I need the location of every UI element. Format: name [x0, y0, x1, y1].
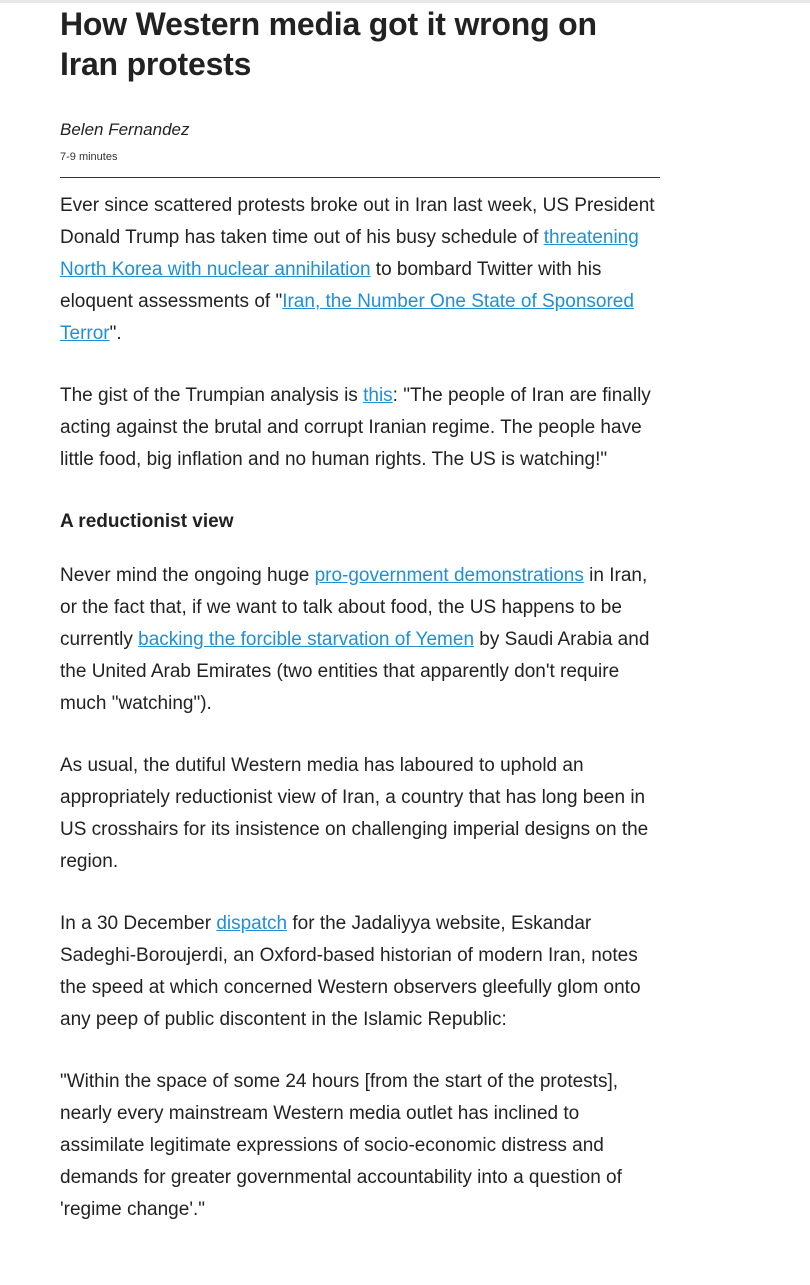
link-north-korea[interactable]: threatening North Korea with nuclear annihilation — [60, 227, 639, 280]
link-pro-government-demonstrations[interactable]: pro-government demonstrations — [314, 565, 584, 586]
paragraph-text: Ever since scattered protests broke out in Iran last week, US President Donald Trump has taken time out of his busy schedule of — [60, 195, 655, 248]
paragraph-text: ". — [109, 323, 122, 344]
header-divider — [60, 177, 660, 178]
paragraph-text: in Iran, or the fact that, if we want to talk about food, the US happens to be currently — [60, 565, 648, 650]
link-this[interactable]: this — [363, 385, 393, 406]
paragraph-1 — [60, 190, 660, 350]
link-dispatch[interactable]: dispatch — [216, 913, 288, 934]
author-byline: Belen Fernandez — [60, 120, 190, 139]
link-yemen-starvation[interactable]: backing the forcible starvation of Yemen — [138, 629, 475, 650]
reading-time: 7-9 minutes — [60, 151, 118, 163]
subheading: A reductionist view — [60, 511, 234, 532]
paragraph-text: by Saudi Arabia and the United Arab Emirates (two entities that apparently don't require much "watching"). — [60, 629, 650, 714]
paragraph-6-quote — [60, 1066, 660, 1226]
paragraph-text: : "The people of Iran are finally acting against the brutal and corrupt Iranian regime. The people have little food, big inflation and no human rights. The US is watching!" — [60, 385, 651, 470]
paragraph-3 — [60, 560, 660, 720]
article-title: How Western media got it wrong on Iran protests — [60, 6, 597, 82]
link-iran-terror[interactable]: Iran, the Number One State of Sponsored Terror — [60, 291, 634, 344]
paragraph-text: The gist of the Trumpian analysis is — [60, 385, 364, 406]
paragraph-text: for the Jadaliyya website, Eskandar Sadeghi-Boroujerdi, an Oxford-based historian of modern Iran, notes the speed at which concerned Western observers gleefully glom onto any peep of public discontent in the Islamic Republic: — [60, 913, 641, 1030]
paragraph-4 — [60, 750, 660, 878]
paragraph-text: Never mind the ongoing huge — [60, 565, 315, 586]
paragraph-text: to bombard Twitter with his eloquent assessments of " — [60, 259, 602, 312]
paragraph-2 — [60, 380, 660, 476]
paragraph-5 — [60, 908, 660, 1036]
paragraph-text: As usual, the dutiful Western media has laboured to uphold an appropriately reductionist view of Iran, a country that has long been in US crosshairs for its insistence on challenging imperial designs on the region. — [60, 755, 649, 872]
article — [60, 0, 660, 1226]
paragraph-text: In a 30 December — [60, 913, 217, 934]
paragraph-text: "Within the space of some 24 hours [from the start of the protests], nearly every mainstream Western media outlet has inclined to assimilate legitimate expressions of socio-economic distress and demands for greater governmental accountability into a question of 'regime change'." — [60, 1071, 622, 1220]
article-body — [60, 190, 660, 1226]
